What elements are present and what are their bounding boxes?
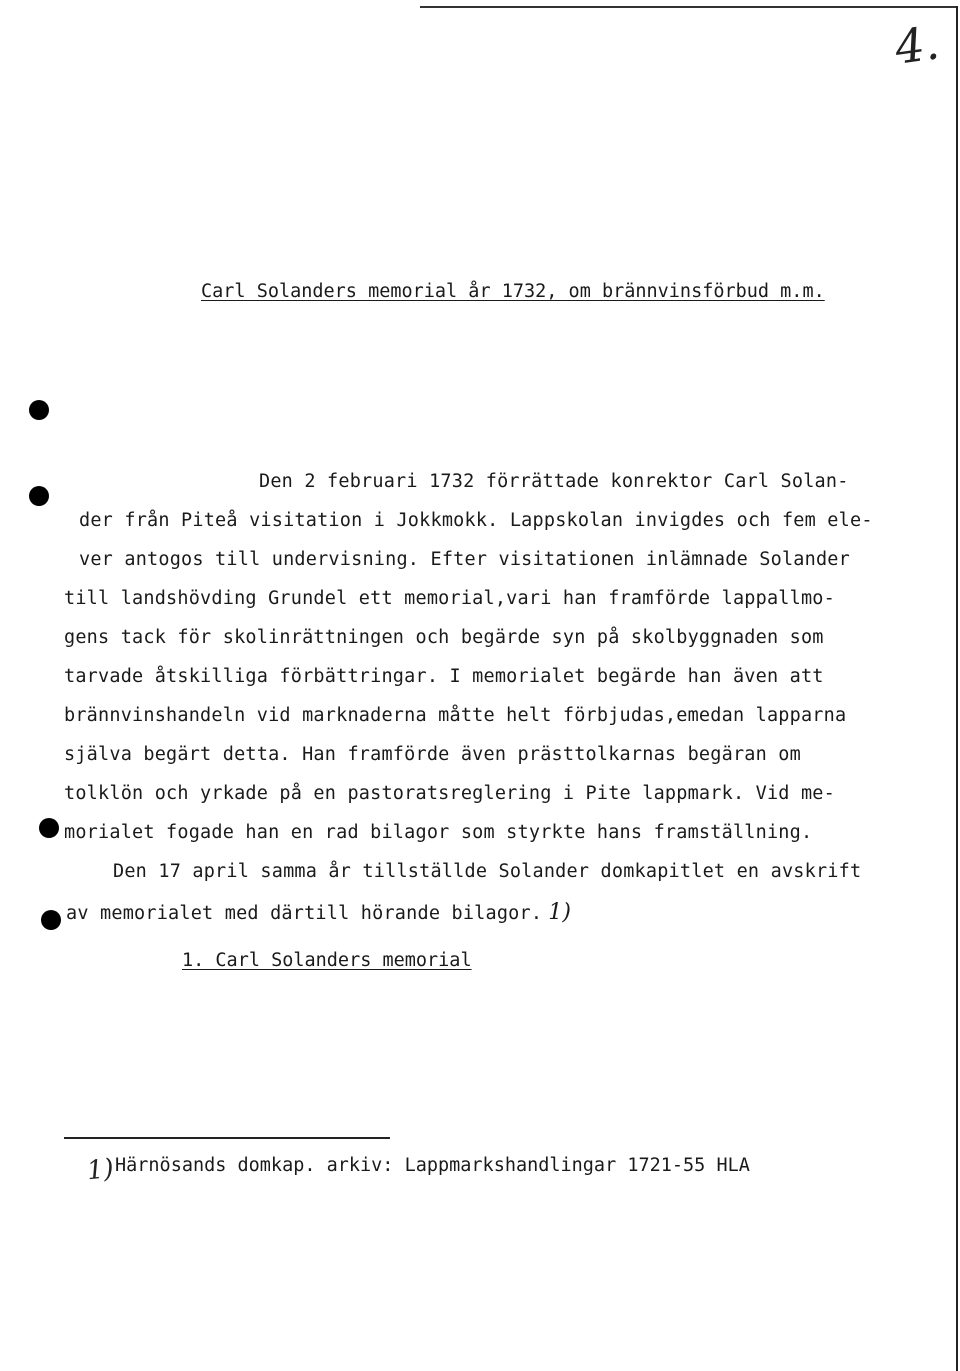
section-heading: 1. Carl Solanders memorial (182, 950, 472, 971)
handwritten-page-number: 4. (891, 15, 943, 75)
punch-hole-3 (39, 818, 59, 838)
page-top-edge (420, 6, 956, 8)
body-line-9: tolklön och yrkade på en pastoratsreglering i Pite lappmark. Vid me- (64, 783, 835, 804)
body-line-1: Den 2 februari 1732 förrättade konrektor Carl Solan- (259, 471, 849, 492)
punch-hole-1 (29, 400, 49, 420)
document-title: Carl Solanders memorial år 1732, om brännvinsförbud m.m. (201, 281, 825, 302)
body-line-5: gens tack för skolinrättningen och begärde syn på skolbyggnaden som (64, 627, 824, 648)
body-line-10: morialet fogade han en rad bilagor som styrkte hans framställning. (64, 822, 813, 843)
punch-hole-4 (41, 910, 61, 930)
body-line-12-text: av memorialet med därtill hörande bilagor. (66, 903, 543, 924)
footnote-text: Härnösands domkap. arkiv: Lappmarkshandlingar 1721-55 HLA (115, 1155, 750, 1176)
punch-hole-2 (29, 486, 49, 506)
body-line-3: ver antogos till undervisning. Efter visitationen inlämnade Solander (79, 549, 850, 570)
body-line-2: der från Piteå visitation i Jokkmokk. Lappskolan invigdes och fem ele- (79, 510, 873, 531)
body-line-4: till landshövding Grundel ett memorial,vari han framförde lappallmo- (64, 588, 835, 609)
body-line-6: tarvade åtskilliga förbättringar. I memorialet begärde han även att (64, 666, 824, 687)
body-line-12 (66, 900, 571, 925)
body-line-7: brännvinshandeln vid marknaderna måtte helt förbjudas,emedan lapparna (64, 705, 847, 726)
page-right-edge (956, 6, 958, 1371)
footnote-marker: 1) (85, 1153, 116, 1187)
footnote-divider (64, 1137, 390, 1139)
body-line-11: Den 17 april samma år tillställde Solander domkapitlet en avskrift (113, 861, 862, 882)
body-line-8: själva begärt detta. Han framförde även prästtolkarnas begäran om (64, 744, 801, 765)
footnote-reference: 1) (548, 900, 572, 925)
